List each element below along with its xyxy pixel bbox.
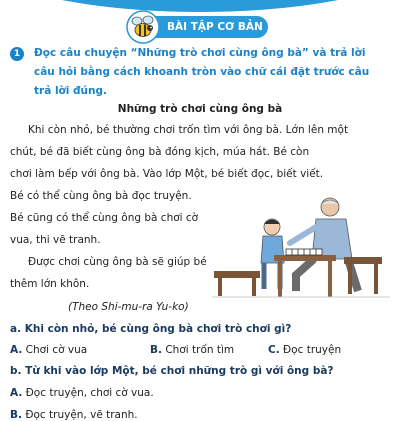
- story-line: Bé cũng có thể cùng ông bà chơi cờ: [10, 212, 199, 224]
- option-letter: B.: [10, 409, 22, 421]
- option-a-A[interactable]: [10, 344, 87, 356]
- story-source: (Theo Shi-mu-ra Yu-ko): [68, 301, 189, 313]
- option-a-C[interactable]: [268, 344, 341, 356]
- option-text: Đọc truyện, vẽ tranh.: [25, 409, 138, 421]
- option-b-B[interactable]: [10, 409, 138, 421]
- option-letter: A.: [10, 387, 23, 399]
- instruction-line: Đọc câu chuyện “Những trò chơi cùng ông bà” và trả lời: [34, 47, 366, 59]
- option-letter: A.: [10, 344, 23, 356]
- option-text: Chơi cờ vua: [25, 344, 88, 356]
- story-line: Bé có thể cùng ông bà đọc truyện.: [10, 190, 192, 202]
- story-line: vua, thi vẽ tranh.: [10, 234, 101, 246]
- top-decor-band: [0, 0, 400, 12]
- section-header: [136, 16, 276, 38]
- option-text: Đọc truyện, chơi cờ vua.: [25, 387, 154, 399]
- exercise-number-badge: 1: [10, 47, 24, 61]
- story-line: chút, bé đã biết cùng ông bà đóng kịch, múa hát. Bé còn: [10, 146, 310, 158]
- grandfather-child-reading-illustration: [212, 193, 390, 301]
- instruction-line: trả lời đúng.: [34, 85, 107, 97]
- option-a-B[interactable]: [150, 344, 234, 356]
- instruction-line: câu hỏi bằng cách khoanh tròn vào chữ cái đặt trước câu: [34, 66, 370, 78]
- question-a: a. Khi còn nhỏ, bé cùng ông bà chơi trò chơi gì?: [10, 323, 292, 335]
- option-b-A[interactable]: [10, 387, 154, 399]
- question-b: b. Từ khi vào lớp Một, bé chơi những trò gì với ông bà?: [10, 365, 334, 377]
- story-line: chơi làm bếp với ông bà. Vào lớp Một, bé biết đọc, biết viết.: [10, 168, 324, 180]
- option-text: Chơi trốn tìm: [165, 344, 235, 356]
- story-line: Khi còn nhỏ, bé thường chơi trốn tìm với ông bà. Lớn lên một: [28, 124, 349, 136]
- option-text: Đọc truyện: [283, 344, 342, 356]
- story-line: Được chơi cùng ông bà sẽ giúp bé: [28, 256, 207, 268]
- story-title: Những trò chơi cùng ông bà: [117, 103, 283, 115]
- story-line: thêm lớn khôn.: [10, 278, 90, 290]
- option-letter: C.: [268, 344, 280, 356]
- star-icon: ★: [267, 22, 276, 32]
- section-title: BÀI TẬP CƠ BẢN: [167, 21, 263, 33]
- bee-icon: [126, 10, 160, 44]
- option-letter: B.: [150, 344, 162, 356]
